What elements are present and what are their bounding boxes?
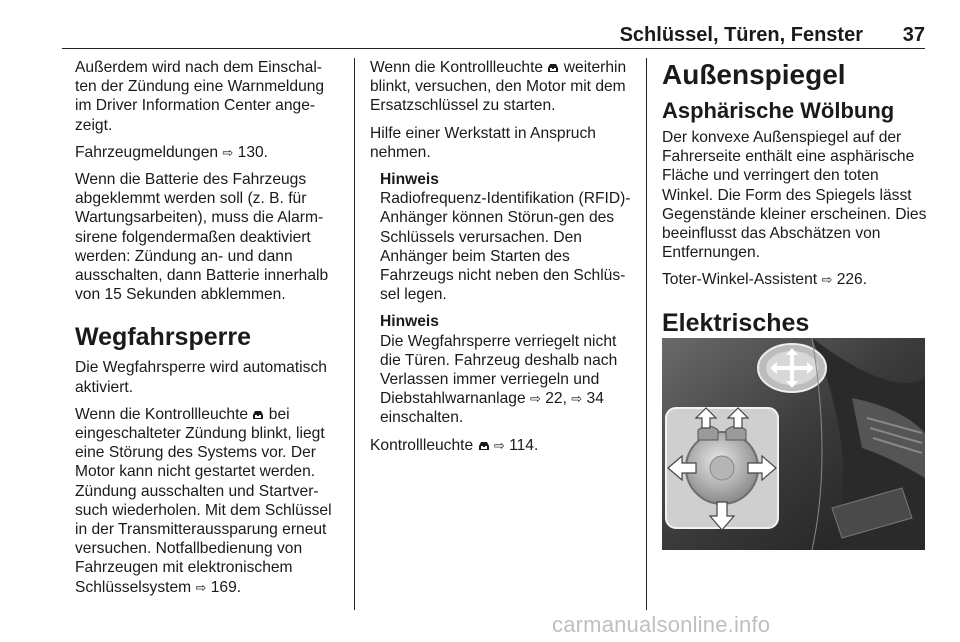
paragraph-text: bei eingeschalteter Zündung blinkt, liegt eine Störung des Systems vor. Der Motor kann nicht gestartet werden. Zündung ausschalten und Startver-such wiederholen. Mit dem Schlüssel in der Transmitteraussparung erneut versuchen. Notfallbedienung von Fahrzeugen mit elektronischem Schlüsselsystem bbox=[75, 405, 332, 596]
section-title: Schlüssel, Türen, Fenster bbox=[619, 24, 863, 46]
page-reference[interactable]: 114. bbox=[509, 436, 539, 454]
column-3 bbox=[662, 58, 927, 374]
heading-elektrisches-einstellen: Elektrisches bbox=[662, 308, 810, 337]
paragraph: Hilfe einer Werkstatt in Anspruch nehmen. bbox=[370, 124, 596, 161]
note-heading: Hinweis bbox=[380, 313, 439, 331]
heading-wegfahrsperre: Wegfahrsperre bbox=[75, 323, 251, 352]
column-2 bbox=[370, 58, 635, 463]
paragraph: Wenn die Batterie des Fahrzeugs abgeklemmt werden soll (z. B. für Wartungsarbeiten), muss die Alarm-sirene folgendermaßen deaktiviert werden: Zündung an- und dann ausschalten, dann Batterie innerhalb von 15 Sekunden abklemmen. bbox=[75, 171, 329, 304]
page-reference-arrow-icon: ⇨ bbox=[493, 437, 505, 453]
paragraph bbox=[75, 405, 343, 597]
paragraph bbox=[662, 270, 927, 289]
column-1 bbox=[75, 58, 343, 605]
note-text: Radiofrequenz-Identifikation (RFID)-Anhänger können Störun-gen des Schlüssels verursachen. Den Anhänger beim Starten des Fahrzeugs nicht neben den Schlüs-sel legen. bbox=[380, 190, 631, 304]
paragraph-text: Toter-Winkel-Assistent bbox=[662, 271, 818, 289]
heading-aussenspiegel: Außenspiegel bbox=[662, 59, 846, 90]
page-reference-arrow-icon: ⇨ bbox=[195, 579, 207, 595]
paragraph bbox=[370, 436, 635, 455]
note-text: Die Wegfahrsperre verriegelt nicht die Türen. Fahrzeug deshalb nach Verlassen immer verriegeln und Diebstahlwarnanlage bbox=[380, 332, 618, 408]
watermark: carmanualsonline.info bbox=[552, 612, 771, 637]
page-reference[interactable]: 169. bbox=[210, 578, 242, 596]
page-reference[interactable]: 130. bbox=[237, 143, 268, 161]
page-reference[interactable]: 22, bbox=[545, 390, 567, 408]
page-reference-arrow-icon: ⇨ bbox=[222, 144, 234, 160]
page-number: 37 bbox=[902, 24, 925, 46]
column-divider bbox=[646, 58, 647, 610]
paragraph bbox=[75, 143, 343, 162]
column-divider bbox=[354, 58, 355, 610]
page-reference-arrow-icon: ⇨ bbox=[821, 272, 833, 288]
paragraph: Der konvexe Außenspiegel auf der Fahrerseite enthält eine asphärische Fläche und verringert den toten Winkel. Die Form des Spiegels lässt Gegenstände kleiner erscheinen. Dies beeinflusst das Abschätzen von Entfernungen. bbox=[662, 129, 927, 262]
note-text: einschalten. bbox=[380, 409, 464, 427]
immobilizer-warning-icon bbox=[478, 440, 490, 451]
page-reference[interactable]: 226. bbox=[836, 271, 868, 289]
page-header bbox=[62, 20, 925, 49]
paragraph-text: Fahrzeugmeldungen bbox=[75, 143, 219, 161]
paragraph-text: weiterhin blinkt, versuchen, den Motor mit dem Ersatzschlüssel zu starten. bbox=[370, 59, 627, 115]
paragraph bbox=[370, 58, 635, 116]
note-box bbox=[380, 170, 635, 428]
page-reference[interactable]: 34 bbox=[586, 390, 604, 408]
paragraph: Außerdem wird nach dem Einschal-ten der Zündung eine Warnmeldung im Driver Information Center ange-zeigt. bbox=[75, 59, 325, 134]
mirror-adjustment-illustration bbox=[662, 338, 925, 550]
paragraph-text: Wenn die Kontrollleuchte bbox=[370, 59, 544, 76]
immobilizer-warning-icon bbox=[547, 62, 559, 73]
page-reference-arrow-icon: ⇨ bbox=[571, 391, 583, 407]
paragraph: Die Wegfahrsperre wird automatisch aktiviert. bbox=[75, 359, 327, 396]
note-heading: Hinweis bbox=[380, 171, 439, 189]
subheading-asphaerische-woelbung: Asphärische Wölbung bbox=[662, 98, 895, 123]
immobilizer-warning-icon bbox=[252, 409, 264, 420]
page-reference-arrow-icon: ⇨ bbox=[529, 391, 541, 407]
paragraph-text: Kontrollleuchte bbox=[370, 436, 474, 454]
paragraph-text: Wenn die Kontrollleuchte bbox=[75, 405, 249, 423]
